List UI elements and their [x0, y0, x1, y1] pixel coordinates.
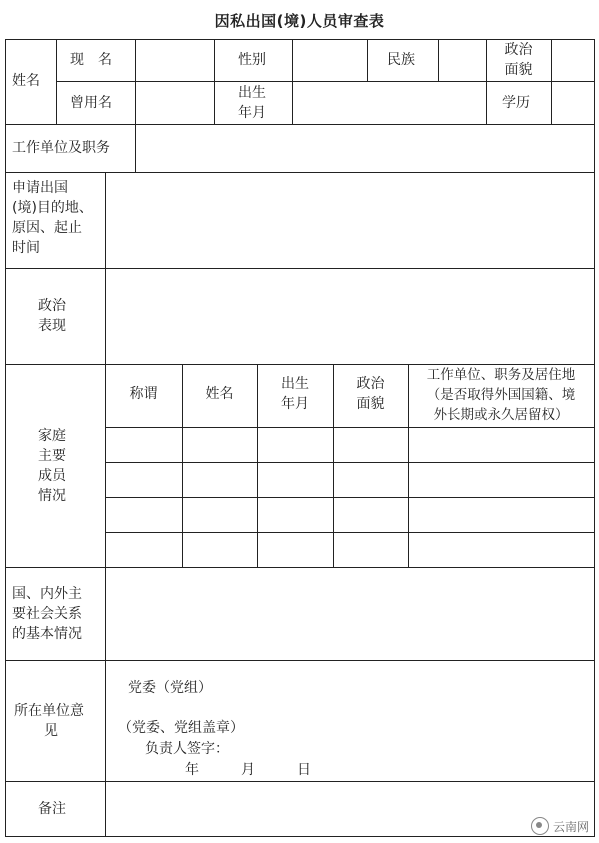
watermark-text: 云南网 — [552, 819, 589, 834]
birth-date-line1: 出生 — [238, 85, 266, 101]
gender-label: 性别 — [238, 52, 266, 68]
family-members-field[interactable] — [106, 428, 594, 567]
family-col-political-line1: 政治 — [356, 376, 385, 392]
family-col-political-line2: 面貌 — [356, 396, 385, 412]
family-line2: 主要 — [38, 448, 66, 464]
social-line2: 要社会关系 — [12, 606, 82, 622]
purpose-field[interactable] — [106, 173, 594, 268]
family-col-birth-line1: 出生 — [281, 376, 309, 392]
birth-date-label — [238, 83, 266, 123]
family-col-birth-line2: 年月 — [281, 396, 309, 412]
unit-opinion-line2: 见 — [44, 723, 58, 739]
source-watermark — [531, 817, 589, 835]
social-line3: 的基本情况 — [12, 626, 82, 642]
seal-text: （党委、党组盖章） — [118, 720, 244, 736]
political-status-line1: 政治 — [504, 42, 533, 58]
unit-opinion-label — [14, 701, 84, 741]
family-col-political — [333, 374, 408, 414]
wechat-icon — [531, 817, 549, 835]
family-col-work — [408, 365, 594, 425]
family-col-work-line2: （是否取得外国国籍、境 — [426, 387, 576, 403]
unit-opinion-line1: 所在单位意 — [14, 703, 84, 719]
signature-text: 负责人签字： — [145, 741, 229, 757]
purpose-line1: 申请出国 — [12, 180, 68, 196]
political-performance-line2: 表现 — [38, 318, 66, 334]
ethnicity-label: 民族 — [387, 52, 415, 68]
ethnicity-field[interactable] — [439, 40, 486, 81]
row-divider — [5, 660, 594, 661]
table-border-bottom — [5, 836, 594, 837]
family-line3: 成员 — [38, 468, 66, 484]
former-name-label: 曾用名 — [70, 95, 112, 111]
family-col-work-line1: 工作单位、职务及居住地 — [426, 367, 576, 383]
family-members-label — [38, 426, 66, 506]
family-col-work-line3: 外长期或永久居留权） — [433, 407, 569, 423]
political-performance-line1: 政治 — [38, 298, 66, 314]
political-performance-field[interactable] — [106, 269, 594, 364]
table-border-right — [594, 39, 595, 837]
education-field[interactable] — [552, 82, 594, 124]
education-label: 学历 — [502, 95, 530, 111]
current-name-field[interactable] — [136, 40, 214, 81]
work-unit-field[interactable] — [136, 125, 594, 172]
social-relations-field[interactable] — [106, 568, 594, 660]
col-divider — [56, 39, 57, 125]
birth-date-line2: 年月 — [238, 105, 266, 121]
purpose-line2: (境)目的地、 — [12, 200, 93, 216]
work-unit-label: 工作单位及职务 — [12, 140, 110, 156]
current-name-label: 现 名 — [70, 52, 112, 68]
family-col-title: 称谓 — [129, 386, 158, 402]
social-relations-label — [12, 584, 82, 644]
political-status-label — [486, 40, 551, 80]
table-border-left — [5, 39, 6, 837]
family-col-name: 姓名 — [205, 386, 234, 402]
purpose-label — [12, 178, 93, 258]
date-text: 年 月 日 — [185, 762, 311, 778]
social-line1: 国、内外主 — [12, 586, 82, 602]
purpose-line4: 时间 — [12, 240, 40, 256]
political-performance-label — [38, 296, 66, 336]
former-name-field[interactable] — [136, 82, 214, 124]
political-status-field[interactable] — [552, 40, 594, 81]
purpose-line3: 原因、起止 — [12, 220, 82, 236]
remarks-label: 备注 — [38, 801, 66, 817]
col-divider — [367, 39, 368, 82]
family-line4: 情况 — [38, 488, 66, 504]
political-status-line2: 面貌 — [504, 62, 533, 78]
party-committee-text: 党委（党组） — [128, 680, 212, 696]
remarks-field[interactable] — [106, 782, 594, 836]
birth-date-field[interactable] — [293, 82, 486, 124]
family-line1: 家庭 — [38, 428, 66, 444]
col-divider — [214, 39, 215, 125]
gender-field[interactable] — [293, 40, 367, 81]
name-group-label: 姓名 — [12, 73, 40, 89]
family-col-birth — [257, 374, 333, 414]
form-title: 因私出国(境)人员审查表 — [214, 12, 385, 30]
